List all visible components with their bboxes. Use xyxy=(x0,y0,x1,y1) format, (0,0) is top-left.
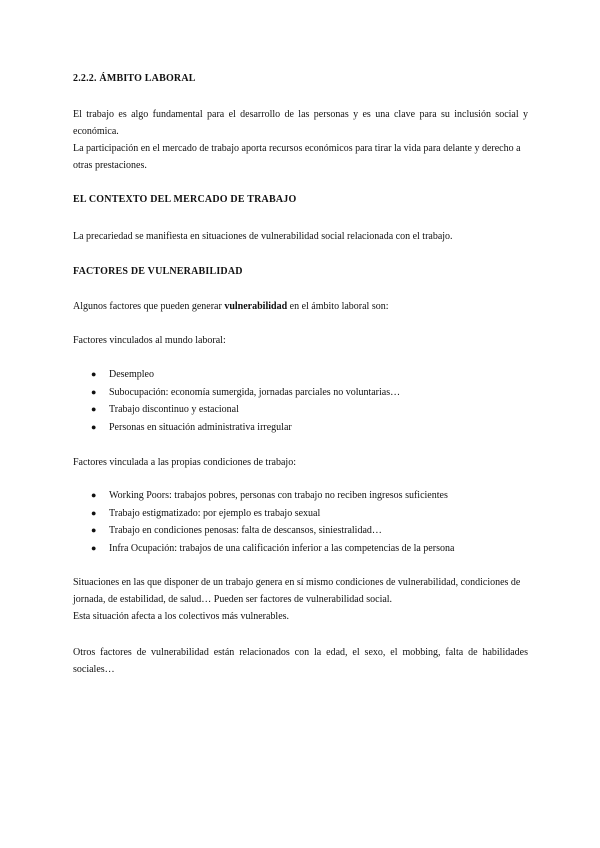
intro-paragraph-1: El trabajo es algo fundamental para el desarrollo de las personas y es una clave para su inclusión social y económica. xyxy=(73,109,528,137)
factors-intro xyxy=(73,298,528,315)
bullet-icon: ● xyxy=(91,386,97,397)
group2-label: Factores vinculada a las propias condiciones de trabajo: xyxy=(73,457,296,468)
list-item: ● Trabajo discontinuo y estacional xyxy=(91,401,531,419)
list-item: ● Working Poors: trabajos pobres, personas con trabajo no reciben ingresos suficientes xyxy=(91,487,531,505)
bullet-icon: ● xyxy=(91,490,97,500)
factors-intro-end: en el ámbito laboral son: xyxy=(287,301,389,312)
list-item: ● Personas en situación administrativa irregular xyxy=(91,419,531,437)
others-text: Otros factores de vulnerabilidad están relacionados con la edad, el sexo, el mobbing, falta de habilidades sociales… xyxy=(73,647,528,675)
group1-list xyxy=(91,366,531,436)
list-item: ● Subocupación: economía sumergida, jornadas parciales no voluntarias… xyxy=(91,384,531,402)
bullet-icon: ● xyxy=(91,404,97,414)
factors-intro-start: Algunos factores que pueden generar xyxy=(73,301,225,312)
list-item: ● Desempleo xyxy=(91,366,531,384)
context-text: La precariedad se manifiesta en situaciones de vulnerabilidad social relacionada con el trabajo. xyxy=(73,231,453,242)
list-item: ● Trabajo en condiciones penosas: falta de descansos, siniestralidad… xyxy=(91,522,531,540)
bullet-icon: ● xyxy=(91,525,97,535)
bullet-icon: ● xyxy=(91,542,97,553)
factors-title: FACTORES DE VULNERABILIDAD xyxy=(73,266,243,277)
section-title: 2.2.2. ÁMBITO LABORAL xyxy=(73,73,196,84)
group1-label: Factores vinculados al mundo laboral: xyxy=(73,335,226,346)
list-item: ● Trabajo estigmatizado: por ejemplo es trabajo sexual xyxy=(91,505,531,523)
list-item: ● Infra Ocupación: trabajos de una calificación inferior a las competencias de la persona xyxy=(91,540,531,558)
situations-text: Situaciones en las que disponer de un trabajo genera en sí mismo condiciones de vulnerabilidad, condiciones de jornada, de estabilidad, de salud… Pueden ser factores de vulnerabilidad social. xyxy=(73,577,521,605)
bullet-icon: ● xyxy=(91,369,97,379)
factors-intro-bold: vulnerabilidad xyxy=(224,301,288,312)
context-title: EL CONTEXTO DEL MERCADO DE TRABAJO xyxy=(73,194,297,205)
bullet-icon: ● xyxy=(91,507,97,518)
intro-paragraph-2: La participación en el mercado de trabajo aporta recursos económicos para tirar la vida para delante y derecho a otras prestaciones. xyxy=(73,143,521,171)
bullet-icon: ● xyxy=(91,421,97,432)
situations-text-2: Esta situación afecta a los colectivos más vulnerables. xyxy=(73,611,290,622)
group2-list xyxy=(91,487,531,557)
